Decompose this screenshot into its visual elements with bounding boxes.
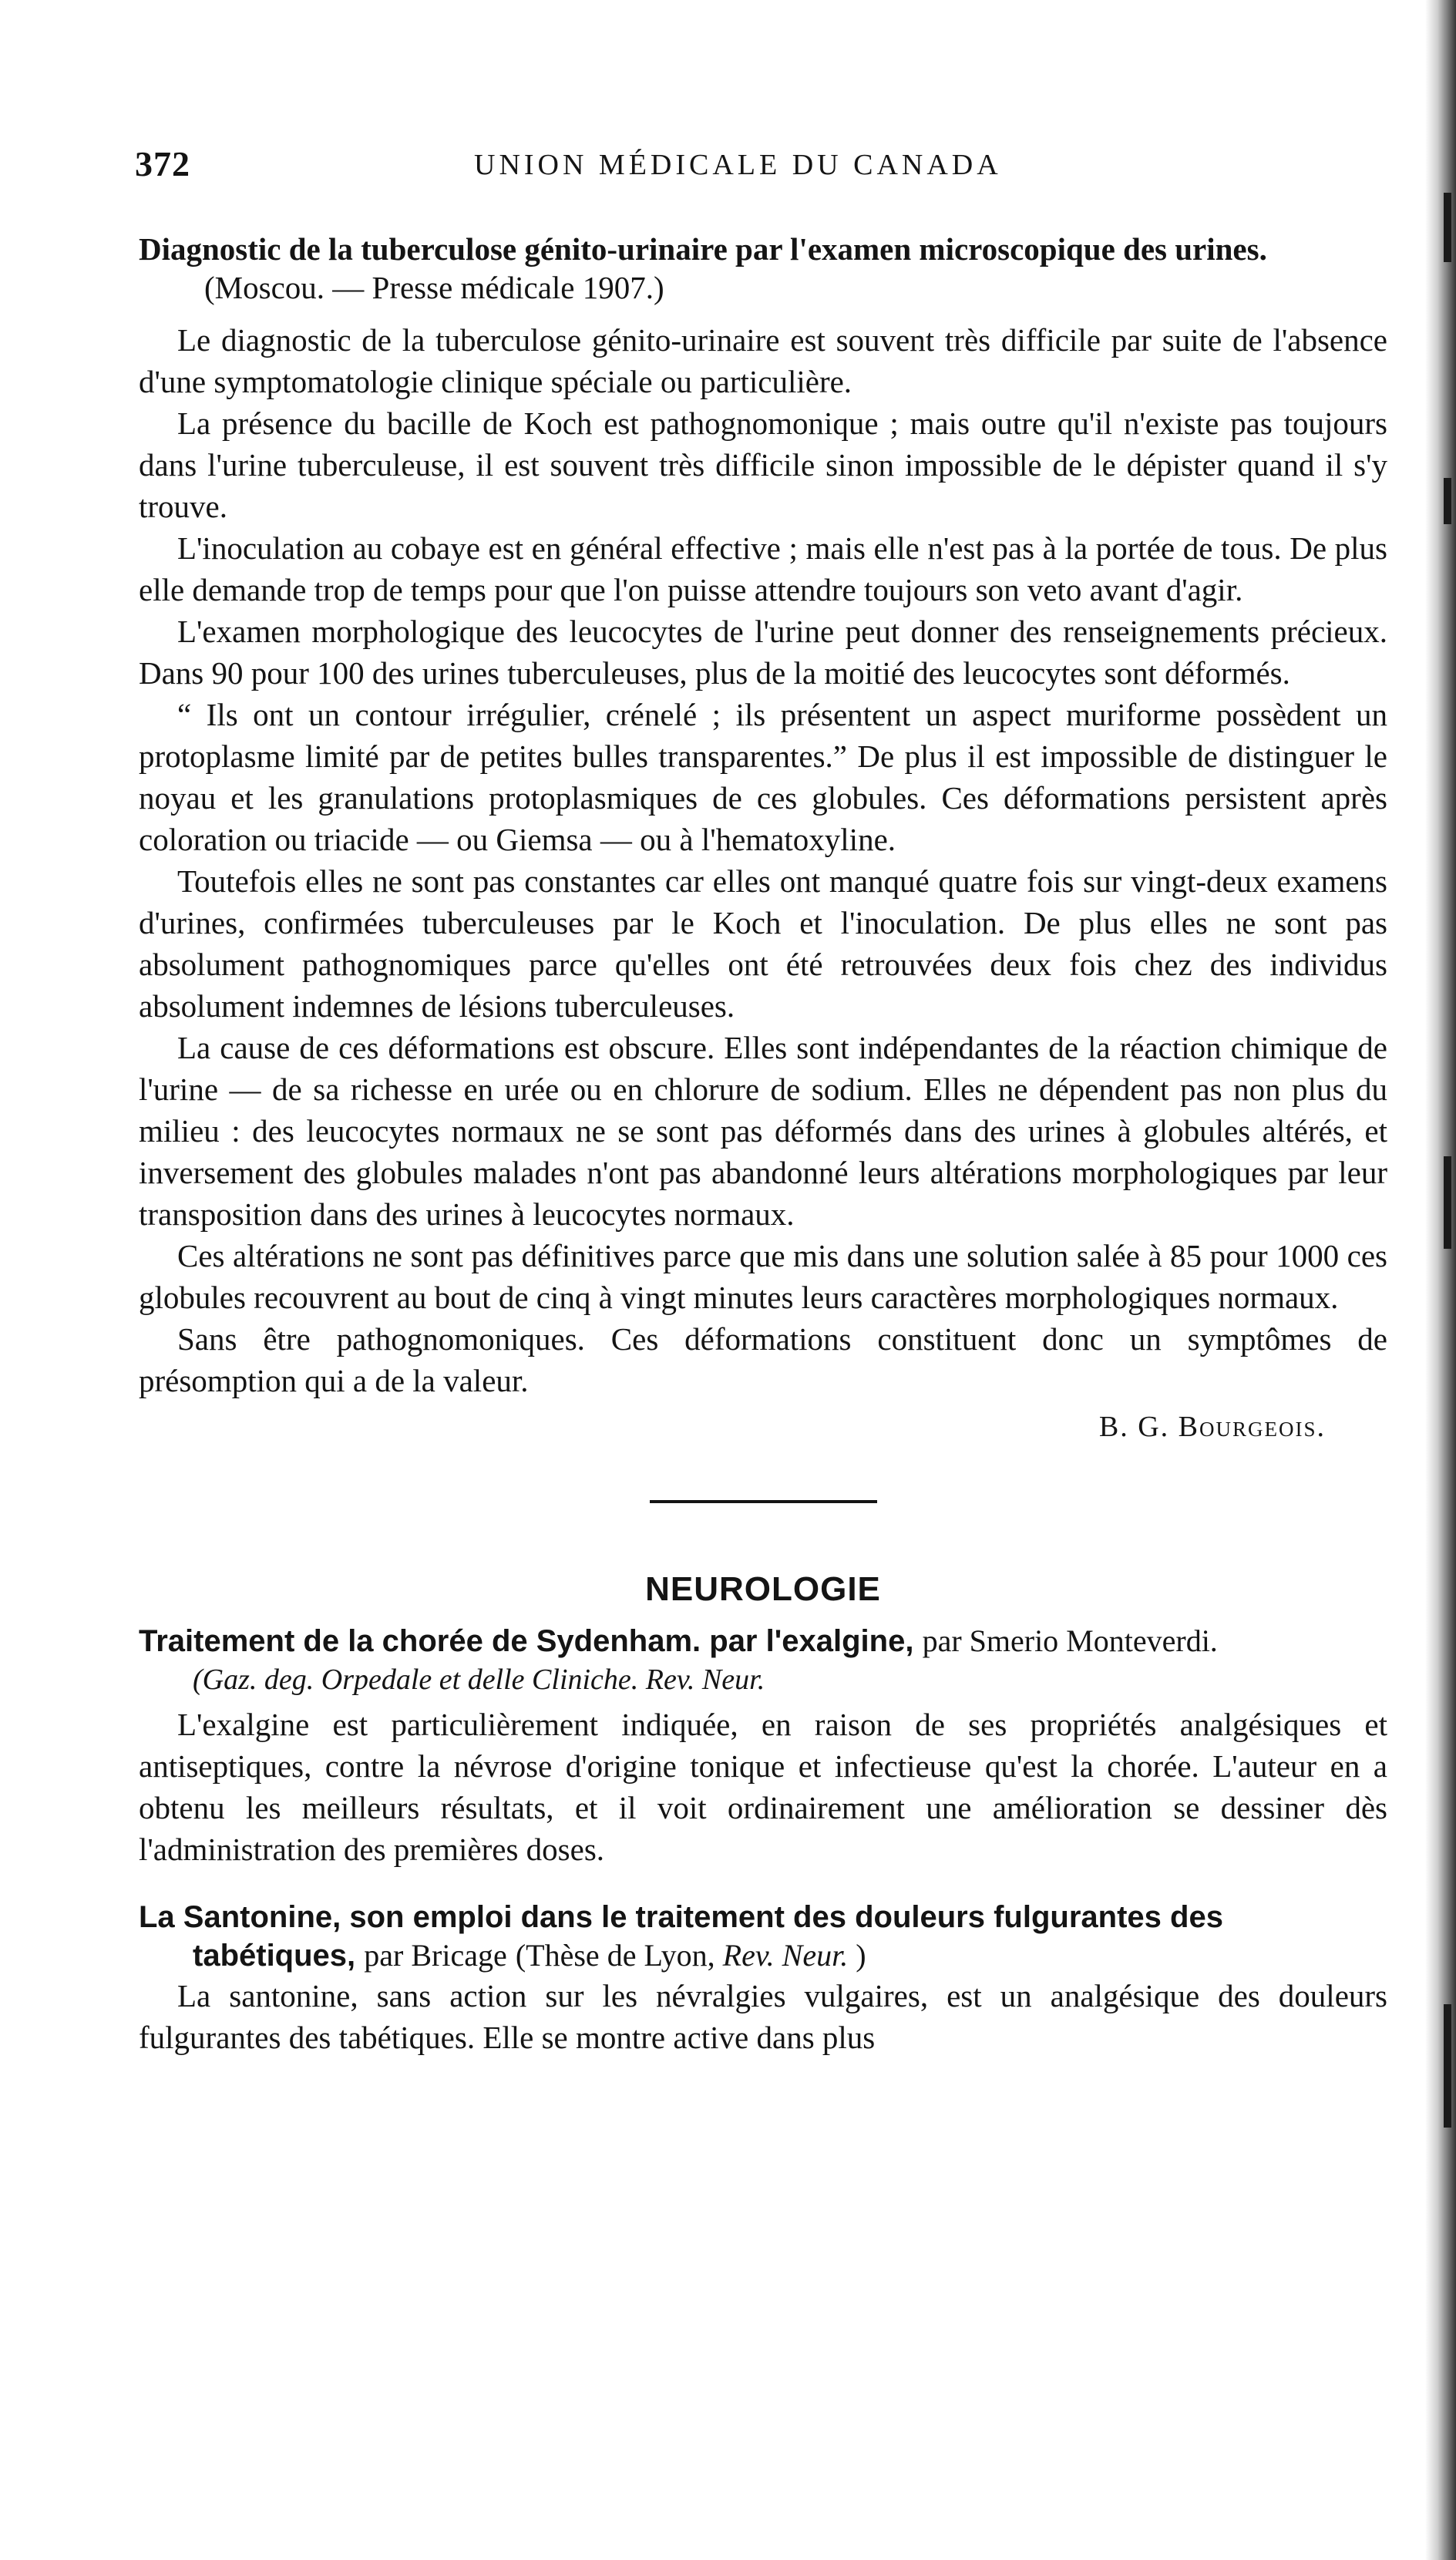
paragraph: L'examen morphologique des leucocytes de l'urine peut donner des renseignements précieux. Dans 90 pour 100 des urines tuberculeuses, plus de la moitié des leucocytes sont déformés. [139,614,1387,691]
article-source: (Moscou. — Presse médicale 1907.) [204,270,664,305]
article-title [139,1898,1387,1975]
article-title [139,230,1387,307]
article-author: par Bricage [364,1938,507,1973]
article-source [516,1938,866,1973]
paragraph: La santonine, sans action sur les névralgies vulgaires, est un analgésique des douleurs fulgurantes des tabétiques. Elle se montre active dans plus [139,1978,1387,2055]
scan-edge-speck [1444,1156,1451,1249]
paragraph: La présence du bacille de Koch est pathognomonique ; mais outre qu'il n'existe pas toujours dans l'urine tuberculeuse, il est souvent très difficile sinon impossible de le dépister quand il s'y trouve. [139,405,1387,524]
source-journal: Rev. Neur. [722,1938,849,1973]
section-divider [650,1500,877,1503]
scan-edge-shadow [1425,0,1456,2560]
page-body [139,230,1387,2058]
paragraph: Sans être pathognomoniques. Ces déformations constituent donc un symptômes de présomption qui a de la valeur. [139,1321,1387,1398]
article-title [139,1622,1387,1660]
paragraph: L'exalgine est particulièrement indiquée, en raison de ses propriétés analgésiques et antiseptiques, contre la névrose d'origine tonique et infectieuse qu'est la chorée. L'auteur en a obtenu les meilleurs résultats, et il voit ordinairement une amélioration se dessiner dès l'administration des premières doses. [139,1707,1387,1867]
running-head: UNION MÉDICALE DU CANADA [474,149,1002,181]
paragraph: L'inoculation au cobaye est en général effective ; mais elle n'est pas à la portée de tous. De plus elle demande trop de temps pour que l'on puisse attendre toujours son veto avant d'agir. [139,530,1387,607]
source-prefix: (Thèse de Lyon, [515,1938,715,1973]
paragraph: Toutefois elles ne sont pas constantes car elles ont manqué quatre fois sur vingt-deux examens d'urines, confirmées tuberculeuses par le Koch et l'inoculation. De plus elles ne sont pas absolument pathognomiques parce qu'elles ont été retrouvées deux fois chez des individus absolument indemnes de lésions tuberculeuses. [139,863,1387,1024]
page-header [135,143,1387,190]
author-signature: B. G. Bourgeois. [1098,1411,1326,1443]
article-title-main: Diagnostic de la tuberculose génito-urinaire par l'examen microscopique des urines. [139,231,1267,267]
scan-edge-speck [1444,2004,1451,2128]
article-reference: (Gaz. deg. Orpedale et delle Cliniche. Rev. Neur. [193,1663,765,1696]
article-title-main: Traitement de la chorée de Sydenham. par l'exalgine, [139,1624,914,1658]
paragraph: Le diagnostic de la tuberculose génito-urinaire est souvent très difficile par suite de l'absence d'une symptomatologie clinique spéciale ou particulière. [139,322,1387,399]
source-suffix: ) [856,1938,866,1973]
page-number: 372 [135,144,190,183]
scan-edge-speck [1444,193,1451,262]
paragraph: La cause de ces déformations est obscure. Elles sont indépendantes de la réaction chimique de l'urine — de sa richesse en urée ou en chlorure de sodium. Elles ne dépendent pas non plus du milieu : des leucocytes normaux ne se sont pas déformés dans des urines à globules altérés, et inversement des globules malades n'ont pas abandonné leurs altérations morphologiques par leur transposition dans des urines à leucocytes normaux. [139,1030,1387,1232]
section-heading: NEUROLOGIE [645,1570,881,1608]
paragraph: “ Ils ont un contour irrégulier, crénelé ; ils présentent un aspect muriforme possèdent un protoplasme limité par de petites bulles transparentes.” De plus il est impossible de distinguer le noyau et les granulations protoplasmiques de ces globules. Ces déformations persistent après coloration ou triacide — ou Giemsa — ou à l'hematoxyline. [139,697,1387,857]
article-title-main: La Santonine, son emploi dans le traitement des douleurs fulgurantes des tabétiques, [139,1900,1223,1973]
article-author: par Smerio Monteverdi. [922,1623,1218,1658]
scan-edge-speck [1444,478,1451,524]
paragraph: Ces altérations ne sont pas définitives parce que mis dans une solution salée à 85 pour 1000 ces globules recouvrent au bout de cinq à vingt minutes leurs caractères morphologiques normaux. [139,1238,1387,1315]
